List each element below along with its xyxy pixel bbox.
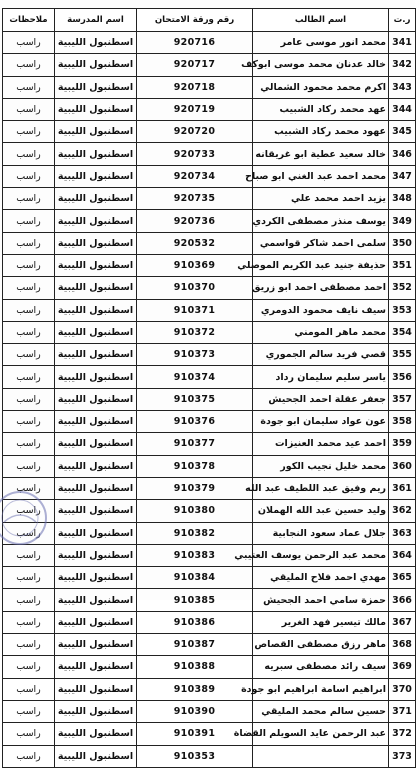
school-name: اسطنبول الليبية: [55, 321, 137, 343]
student-name: محمد احمد عبد الغني ابو صباح: [253, 165, 389, 187]
row-number: 359: [389, 433, 416, 455]
student-name: حذيفة جنيد عبد الكريم الموصلي: [253, 254, 389, 276]
table-row: [3, 455, 416, 477]
school-name: اسطنبول الليبية: [55, 299, 137, 321]
school-name: اسطنبول الليبية: [55, 500, 137, 522]
student-name: جلال عماد سعود النجابية: [253, 522, 389, 544]
row-note: راسب: [3, 188, 55, 210]
school-name: اسطنبول الليبية: [55, 611, 137, 633]
student-name: ريم وفيق عبد اللطيف عبد الله: [253, 477, 389, 499]
table-row: [3, 589, 416, 611]
school-name: اسطنبول الليبية: [55, 723, 137, 745]
school-name: اسطنبول الليبية: [55, 433, 137, 455]
results-table: [2, 8, 416, 768]
school-name: اسطنبول الليبية: [55, 477, 137, 499]
table-row: [3, 32, 416, 54]
exam-number: 920735: [137, 188, 253, 210]
exam-number: 910374: [137, 366, 253, 388]
row-number: 355: [389, 344, 416, 366]
student-name: مهدي احمد فلاح المليقي: [253, 567, 389, 589]
table-row: [3, 76, 416, 98]
school-name: اسطنبول الليبية: [55, 745, 137, 767]
table-row: [3, 745, 416, 767]
exam-number: 910376: [137, 411, 253, 433]
table-row: [3, 723, 416, 745]
exam-number: 910383: [137, 544, 253, 566]
school-name: اسطنبول الليبية: [55, 634, 137, 656]
school-name: اسطنبول الليبية: [55, 678, 137, 700]
school-name: اسطنبول الليبية: [55, 32, 137, 54]
header-num: ر.ت: [389, 9, 416, 32]
row-number: 350: [389, 232, 416, 254]
student-name: عهود محمد ركاد الشبيب: [253, 121, 389, 143]
stamp-seal-icon: [0, 488, 50, 548]
school-name: اسطنبول الليبية: [55, 188, 137, 210]
school-name: اسطنبول الليبية: [55, 254, 137, 276]
exam-number: 920719: [137, 98, 253, 120]
exam-number: 920736: [137, 210, 253, 232]
table-row: [3, 388, 416, 410]
table-row: [3, 656, 416, 678]
row-note: راسب: [3, 344, 55, 366]
table-body: [3, 32, 416, 768]
row-note: راسب: [3, 678, 55, 700]
student-name: محمد خليل نجيب الكور: [253, 455, 389, 477]
student-name: ابراهيم اسامة ابراهيم ابو جودة: [253, 678, 389, 700]
row-note: راسب: [3, 477, 55, 499]
exam-number: 910389: [137, 678, 253, 700]
row-note: راسب: [3, 700, 55, 722]
row-note: راسب: [3, 54, 55, 76]
row-number: 363: [389, 522, 416, 544]
exam-number: 910375: [137, 388, 253, 410]
row-number: 352: [389, 277, 416, 299]
school-name: اسطنبول الليبية: [55, 277, 137, 299]
student-name: ياسر سليم سليمان رداد: [253, 366, 389, 388]
school-name: اسطنبول الليبية: [55, 143, 137, 165]
table-row: [3, 433, 416, 455]
row-note: راسب: [3, 32, 55, 54]
exam-number: 920716: [137, 32, 253, 54]
exam-number: 910370: [137, 277, 253, 299]
row-note: راسب: [3, 634, 55, 656]
table-row: [3, 165, 416, 187]
student-name: حسين سالم محمد المليقي: [253, 700, 389, 722]
exam-number: 910378: [137, 455, 253, 477]
student-name: محمد انور موسى عامر: [253, 32, 389, 54]
row-number: 368: [389, 634, 416, 656]
student-name: خالد سعيد عطية ابو غريقانه: [253, 143, 389, 165]
school-name: اسطنبول الليبية: [55, 344, 137, 366]
row-note: راسب: [3, 611, 55, 633]
row-note: راسب: [3, 165, 55, 187]
school-name: اسطنبول الليبية: [55, 165, 137, 187]
row-number: 348: [389, 188, 416, 210]
row-note: راسب: [3, 522, 55, 544]
student-name: حمزة سامي احمد الجحيش: [253, 589, 389, 611]
table-row: [3, 54, 416, 76]
student-name: عهد محمد ركاد الشبيب: [253, 98, 389, 120]
table-row: [3, 500, 416, 522]
row-note: راسب: [3, 388, 55, 410]
row-note: راسب: [3, 745, 55, 767]
row-number: 365: [389, 567, 416, 589]
row-number: 351: [389, 254, 416, 276]
exam-number: 910371: [137, 299, 253, 321]
school-name: اسطنبول الليبية: [55, 544, 137, 566]
exam-number: 920734: [137, 165, 253, 187]
student-name: محمد ماهر المومني: [253, 321, 389, 343]
school-name: اسطنبول الليبية: [55, 567, 137, 589]
row-note: راسب: [3, 567, 55, 589]
header-name: اسم الطالب: [253, 9, 389, 32]
exam-number: 910380: [137, 500, 253, 522]
table-row: [3, 567, 416, 589]
row-number: 341: [389, 32, 416, 54]
row-note: راسب: [3, 143, 55, 165]
row-number: 370: [389, 678, 416, 700]
row-note: راسب: [3, 254, 55, 276]
student-name: عون عواد سليمان ابو جودة: [253, 411, 389, 433]
table-header: [3, 9, 416, 32]
student-name: محمد عبد الرحمن يوسف العتيبي: [253, 544, 389, 566]
row-number: 357: [389, 388, 416, 410]
table-row: [3, 700, 416, 722]
school-name: اسطنبول الليبية: [55, 656, 137, 678]
student-name: يوسف منذر مصطفى الكردي: [253, 210, 389, 232]
school-name: اسطنبول الليبية: [55, 366, 137, 388]
row-number: 354: [389, 321, 416, 343]
student-name: سلمى احمد شاكر قواسمي: [253, 232, 389, 254]
school-name: اسطنبول الليبية: [55, 54, 137, 76]
exam-number: 910386: [137, 611, 253, 633]
exam-number: 910388: [137, 656, 253, 678]
row-note: راسب: [3, 210, 55, 232]
table-row: [3, 522, 416, 544]
row-note: راسب: [3, 232, 55, 254]
student-name: احمد عيد محمد العنيزات: [253, 433, 389, 455]
table-row: [3, 188, 416, 210]
table-row: [3, 321, 416, 343]
row-note: راسب: [3, 366, 55, 388]
row-number: 360: [389, 455, 416, 477]
school-name: اسطنبول الليبية: [55, 210, 137, 232]
row-note: راسب: [3, 411, 55, 433]
school-name: اسطنبول الليبية: [55, 121, 137, 143]
row-number: 373: [389, 745, 416, 767]
exam-number: 910373: [137, 344, 253, 366]
table-row: [3, 121, 416, 143]
school-name: اسطنبول الليبية: [55, 388, 137, 410]
row-number: 362: [389, 500, 416, 522]
table-row: [3, 299, 416, 321]
row-number: 346: [389, 143, 416, 165]
row-number: 353: [389, 299, 416, 321]
exam-number: 910369: [137, 254, 253, 276]
exam-number: 910377: [137, 433, 253, 455]
school-name: اسطنبول الليبية: [55, 232, 137, 254]
table-row: [3, 98, 416, 120]
exam-number: 910382: [137, 522, 253, 544]
row-number: 372: [389, 723, 416, 745]
row-note: راسب: [3, 121, 55, 143]
table-row: [3, 477, 416, 499]
table-row: [3, 143, 416, 165]
row-number: 342: [389, 54, 416, 76]
student-name: ماهر رزق مصطفى القصاص: [253, 634, 389, 656]
student-name: خالد عدنان محمد موسى ابوكف: [253, 54, 389, 76]
exam-number: 910390: [137, 700, 253, 722]
header-notes: ملاحظات: [3, 9, 55, 32]
table-row: [3, 254, 416, 276]
row-note: راسب: [3, 299, 55, 321]
exam-number: 920717: [137, 54, 253, 76]
row-number: 364: [389, 544, 416, 566]
student-name: سيف نايف محمود الدومري: [253, 299, 389, 321]
exam-number: 910385: [137, 589, 253, 611]
table-row: [3, 366, 416, 388]
table-row: [3, 611, 416, 633]
row-note: راسب: [3, 500, 55, 522]
row-note: راسب: [3, 76, 55, 98]
student-name: احمد مصطفى احمد ابو زريق: [253, 277, 389, 299]
row-number: 369: [389, 656, 416, 678]
row-note: راسب: [3, 455, 55, 477]
school-name: اسطنبول الليبية: [55, 522, 137, 544]
exam-number: 910379: [137, 477, 253, 499]
row-number: 361: [389, 477, 416, 499]
row-number: 371: [389, 700, 416, 722]
row-number: 344: [389, 98, 416, 120]
row-note: راسب: [3, 544, 55, 566]
row-number: 347: [389, 165, 416, 187]
row-number: 345: [389, 121, 416, 143]
student-name: اكرم محمد محمود الشمالي: [253, 76, 389, 98]
row-note: راسب: [3, 723, 55, 745]
row-number: 349: [389, 210, 416, 232]
row-note: راسب: [3, 277, 55, 299]
table-row: [3, 678, 416, 700]
row-note: راسب: [3, 656, 55, 678]
student-name: قصي فريد سالم الجموري: [253, 344, 389, 366]
table-row: [3, 544, 416, 566]
student-name: سيف رائد مصطفى سبريه: [253, 656, 389, 678]
table-row: [3, 277, 416, 299]
row-note: راسب: [3, 321, 55, 343]
row-number: 343: [389, 76, 416, 98]
school-name: اسطنبول الليبية: [55, 98, 137, 120]
row-note: راسب: [3, 98, 55, 120]
school-name: اسطنبول الليبية: [55, 411, 137, 433]
table-row: [3, 344, 416, 366]
row-number: 367: [389, 611, 416, 633]
header-exam-number: رقم ورقة الامتحان: [137, 9, 253, 32]
student-name: عبد الرحمن عايد السويلم القضاة: [253, 723, 389, 745]
row-note: راسب: [3, 433, 55, 455]
exam-number: 920720: [137, 121, 253, 143]
row-number: 366: [389, 589, 416, 611]
school-name: اسطنبول الليبية: [55, 455, 137, 477]
table-row: [3, 411, 416, 433]
header-school: اسم المدرسة: [55, 9, 137, 32]
school-name: اسطنبول الليبية: [55, 700, 137, 722]
row-number: 358: [389, 411, 416, 433]
student-name: جعفر عقلة احمد الجحيش: [253, 388, 389, 410]
exam-number: 920733: [137, 143, 253, 165]
table-row: [3, 634, 416, 656]
student-name: مالك تيسير فهد الغرير: [253, 611, 389, 633]
table-row: [3, 210, 416, 232]
exam-number: 910391: [137, 723, 253, 745]
exam-number: 920718: [137, 76, 253, 98]
exam-number: 910353: [137, 745, 253, 767]
row-number: 356: [389, 366, 416, 388]
student-name: [253, 745, 389, 767]
student-name: وليد حسين عبد الله الهملان: [253, 500, 389, 522]
student-name: يزيد احمد محمد علي: [253, 188, 389, 210]
school-name: اسطنبول الليبية: [55, 589, 137, 611]
school-name: اسطنبول الليبية: [55, 76, 137, 98]
exam-number: 910384: [137, 567, 253, 589]
table-row: [3, 232, 416, 254]
exam-number: 910372: [137, 321, 253, 343]
exam-number: 920532: [137, 232, 253, 254]
exam-number: 910387: [137, 634, 253, 656]
row-note: راسب: [3, 589, 55, 611]
